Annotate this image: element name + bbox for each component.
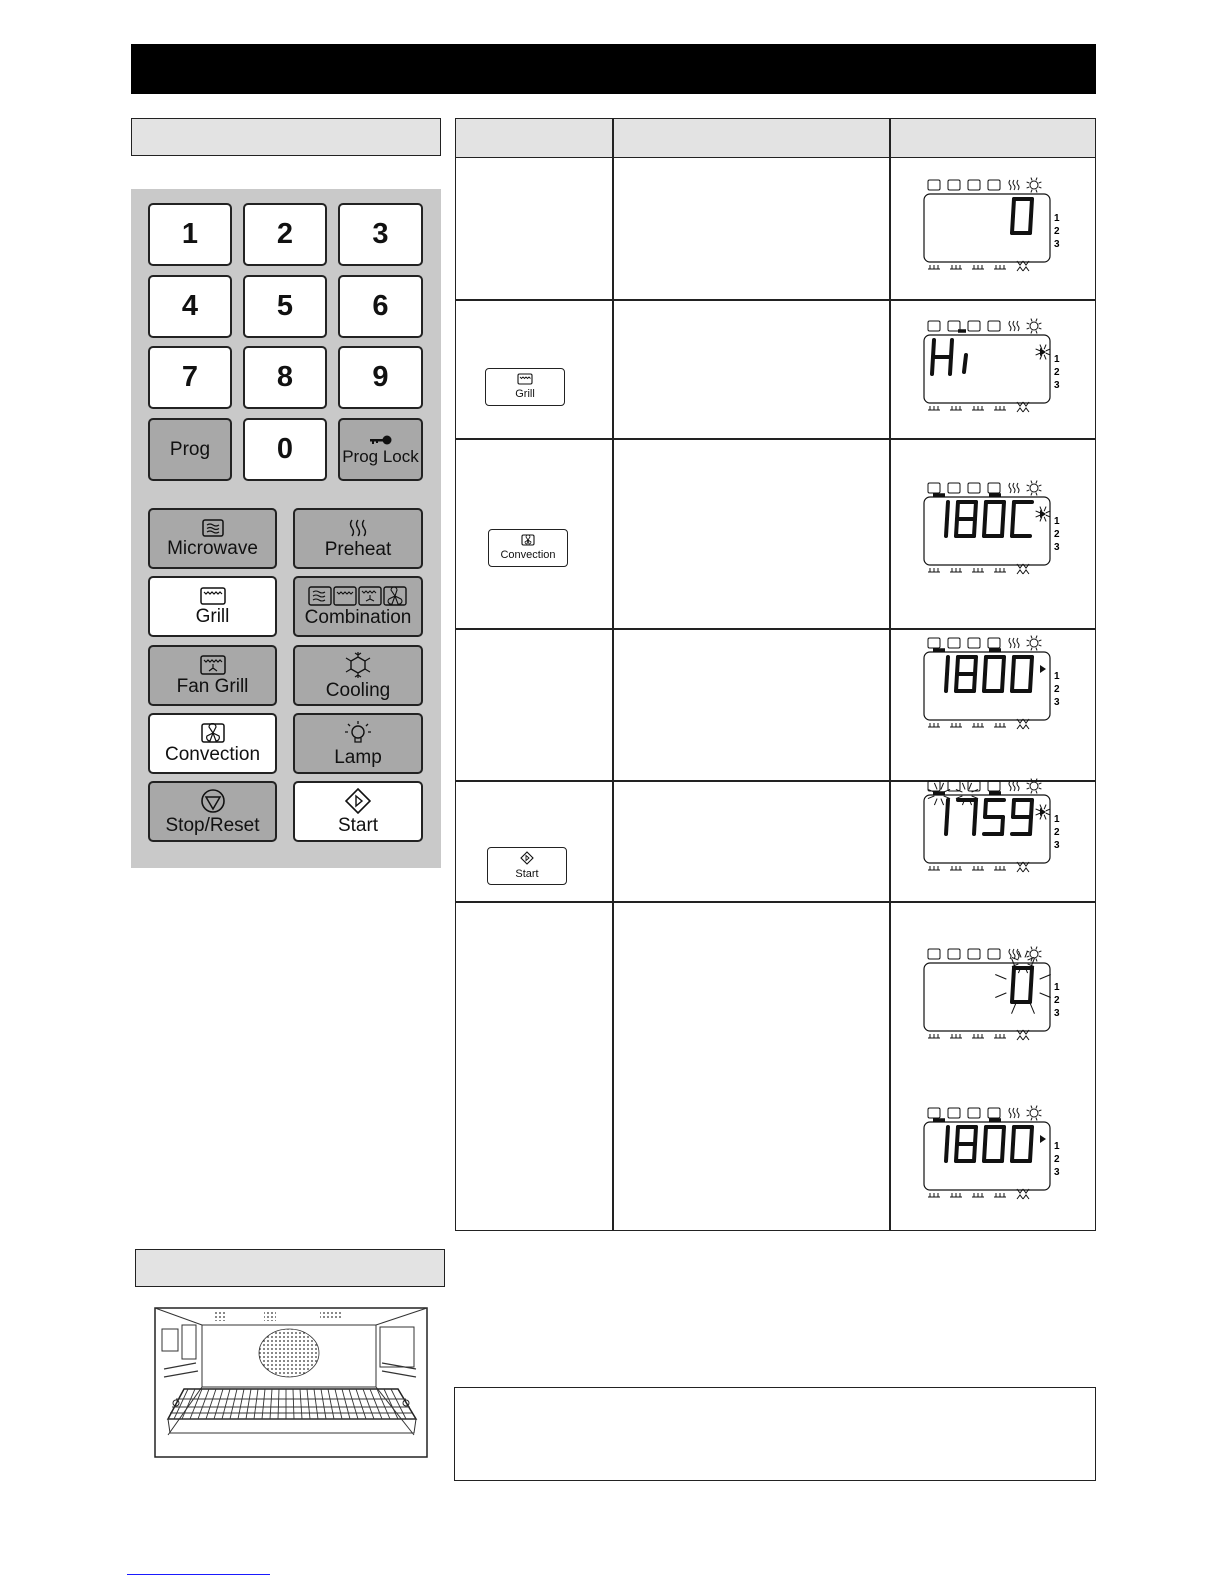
fan-icon: [201, 723, 225, 743]
key-8-button[interactable]: [243, 346, 327, 409]
lcd-level-icon: [994, 1193, 1006, 1197]
lcd-display: [920, 635, 1065, 737]
lcd-mode-icon: [928, 638, 940, 648]
footer-link[interactable]: [127, 1574, 270, 1575]
lcd-mode-icon: [1009, 638, 1019, 648]
grill-icon: [200, 587, 226, 605]
key-0-button[interactable]: [243, 418, 327, 481]
key-3-button[interactable]: [338, 203, 423, 266]
lcd-mode-icon: [928, 483, 940, 493]
cooling-label: Cooling: [325, 679, 391, 701]
lcd-level-icon: [928, 406, 940, 410]
lcd-level-icon: [972, 1034, 984, 1038]
lcd-mode-icon: [988, 321, 1000, 331]
lcd-level-number: 3: [1054, 1008, 1060, 1019]
column-divider: [612, 119, 614, 1230]
lcd-mode-icon: [948, 483, 960, 493]
lcd-level-icon: [972, 568, 984, 572]
table-header-procedure: [613, 119, 890, 158]
fan-icon: [521, 534, 535, 550]
lcd-level-number: 2: [1054, 684, 1060, 695]
lcd-level-icon: [928, 866, 940, 870]
lcd-mode-icon: [1009, 781, 1019, 791]
key-7-label: 7: [181, 361, 199, 393]
lcd-level-icon: [972, 1193, 984, 1197]
oven-interior-illustration: [154, 1307, 428, 1458]
lcd-level-number: 2: [1054, 1154, 1060, 1165]
lcd-mode-icon: [988, 483, 1000, 493]
lcd-display: [920, 946, 1065, 1048]
step-grill-key-label: Grill: [515, 388, 535, 400]
lcd-mode-icon: [988, 1108, 1000, 1118]
prog-lock-button[interactable]: [338, 418, 423, 481]
lcd-level-number: 1: [1054, 354, 1060, 365]
key-6-label: 6: [372, 290, 389, 322]
key-5-button[interactable]: [243, 275, 327, 338]
lamp-label: Lamp: [334, 746, 382, 768]
stop-reset-label: Stop/Reset: [165, 814, 260, 836]
lcd-mode-icon: [988, 781, 1000, 791]
lcd-level-icon: [950, 1193, 962, 1197]
column-divider: [889, 119, 891, 1230]
lcd-mode-icon: [988, 638, 1000, 648]
lcd-level-icon: [950, 1034, 962, 1038]
cooling-button[interactable]: [293, 645, 423, 706]
lcd-mode-icon: [1027, 178, 1042, 193]
key-icon: [368, 434, 394, 446]
microwave-button[interactable]: [148, 508, 277, 569]
lcd-level-number: 3: [1054, 380, 1060, 391]
lcd-level-icon: [994, 866, 1006, 870]
start-button[interactable]: [293, 781, 423, 842]
lcd-level-icon: [950, 265, 962, 269]
lcd-level-number: 1: [1054, 516, 1060, 527]
lcd-mode-icon: [1009, 321, 1019, 331]
lcd-mode-icon: [948, 180, 960, 190]
lcd-level-number: 1: [1054, 982, 1060, 993]
lcd-mode-icon: [928, 949, 940, 959]
lcd-level-icon: [994, 265, 1006, 269]
lcd-mode-icon: [968, 1108, 980, 1118]
lcd-display: [920, 778, 1065, 880]
lcd-mode-icon: [948, 949, 960, 959]
row-divider: [456, 438, 1095, 440]
start-icon: [345, 788, 371, 814]
lcd-level-icon: [994, 406, 1006, 410]
grill-button[interactable]: [148, 576, 277, 637]
lcd-level-number: 2: [1054, 367, 1060, 378]
key-3-label: 3: [372, 218, 389, 250]
lcd-display: [920, 318, 1065, 420]
lcd-level-number: 1: [1054, 1141, 1060, 1152]
combination-label: Combination: [304, 606, 412, 628]
row-divider: [456, 628, 1095, 630]
lcd-mode-icon: [928, 1108, 940, 1118]
control-panel-section-label: [131, 118, 441, 156]
lcd-level-number: 1: [1054, 814, 1060, 825]
lcd-mode-icon: [1027, 1106, 1042, 1121]
key-0-label: 0: [276, 433, 294, 465]
key-8-label: 8: [276, 361, 294, 393]
preheat-label: Preheat: [324, 538, 392, 560]
lcd-mode-icon: [1027, 779, 1042, 794]
lcd-level-number: 3: [1054, 239, 1060, 250]
lamp-icon: [343, 720, 373, 746]
lcd-display: [920, 1105, 1065, 1207]
lcd-screen: [924, 335, 1050, 403]
stop-reset-button[interactable]: [148, 781, 277, 842]
note-box: [454, 1387, 1096, 1481]
lcd-level-icon: [972, 406, 984, 410]
key-4-label: 4: [181, 290, 199, 322]
lcd-mode-icon: [1009, 1108, 1019, 1118]
microwave-icon: [202, 519, 224, 537]
key-1-label: 1: [181, 218, 199, 250]
lcd-level-icon: [950, 866, 962, 870]
lcd-display: [920, 480, 1065, 582]
lcd-level-number: 2: [1054, 995, 1060, 1006]
lcd-level-number: 2: [1054, 529, 1060, 540]
preheat-button[interactable]: [293, 508, 423, 569]
lcd-level-number: 3: [1054, 840, 1060, 851]
start-label: Start: [337, 814, 379, 836]
lamp-button[interactable]: [293, 713, 423, 774]
heat-waves-icon: [347, 518, 369, 538]
lcd-mode-icon: [968, 180, 980, 190]
oven-section-label: [135, 1249, 445, 1287]
lcd-level-icon: [928, 723, 940, 727]
lcd-mode-icon: [1009, 483, 1019, 493]
prog-lock-label: Prog Lock: [342, 446, 419, 466]
key-2-button[interactable]: [243, 203, 327, 266]
key-1-button[interactable]: [148, 203, 232, 266]
header-bar: [131, 44, 1096, 94]
lcd-level-icon: [994, 568, 1006, 572]
row-divider: [456, 299, 1095, 301]
lcd-level-number: 2: [1054, 226, 1060, 237]
lcd-level-number: 1: [1054, 213, 1060, 224]
lcd-level-icon: [928, 1193, 940, 1197]
step-grill-key[interactable]: [485, 368, 565, 406]
table-header-display: [890, 119, 1095, 158]
lcd-level-number: 2: [1054, 827, 1060, 838]
control-panel: [131, 189, 441, 868]
row-divider: [456, 901, 1095, 903]
lcd-mode-icon: [968, 638, 980, 648]
lcd-level-icon: [994, 1034, 1006, 1038]
start-icon: [520, 851, 534, 869]
key-9-label: 9: [372, 361, 389, 393]
lcd-mode-icon: [928, 321, 940, 331]
lcd-level-icon: [994, 723, 1006, 727]
fan-grill-icon: [200, 655, 226, 675]
lcd-level-number: 3: [1054, 697, 1060, 708]
key-5-label: 5: [276, 290, 294, 322]
lcd-level-icon: [972, 866, 984, 870]
lcd-level-icon: [928, 265, 940, 269]
lcd-mode-icon: [1009, 180, 1019, 190]
lcd-mode-icon: [968, 483, 980, 493]
snowflake-icon: [343, 651, 373, 679]
lcd-level-number: 3: [1054, 542, 1060, 553]
lcd-display: [920, 177, 1065, 279]
combination-icons: [308, 586, 408, 606]
lcd-mode-icon: [948, 638, 960, 648]
prog-button[interactable]: [148, 418, 232, 481]
key-4-button[interactable]: [148, 275, 232, 338]
lcd-mode-icon: [928, 180, 940, 190]
convection-button[interactable]: [148, 713, 277, 774]
lcd-level-icon: [950, 406, 962, 410]
lcd-mode-icon: [968, 321, 980, 331]
lcd-level-icon: [950, 568, 962, 572]
combination-button[interactable]: [293, 576, 423, 637]
lcd-level-number: 3: [1054, 1167, 1060, 1178]
lcd-mode-icon: [1009, 949, 1019, 959]
step-start-key[interactable]: [487, 847, 567, 885]
key-6-button[interactable]: [338, 275, 423, 338]
lcd-mode-icon: [948, 1108, 960, 1118]
lcd-mode-icon: [1027, 319, 1042, 334]
grill-label: Grill: [195, 605, 230, 627]
lcd-level-number: 1: [1054, 671, 1060, 682]
lcd-mode-icon: [928, 781, 940, 791]
procedure-table: [455, 118, 1096, 1231]
lcd-digit: [964, 355, 966, 372]
microwave-label: Microwave: [167, 537, 258, 559]
lcd-mode-icon: [1027, 481, 1042, 496]
key-2-label: 2: [276, 218, 294, 250]
key-9-button[interactable]: [338, 346, 423, 409]
stop-icon: [200, 788, 226, 814]
step-convection-key[interactable]: [488, 529, 568, 567]
lcd-level-icon: [972, 265, 984, 269]
table-header-step: [456, 119, 613, 158]
fan-grill-button[interactable]: [148, 645, 277, 706]
prog-label: Prog: [169, 438, 211, 460]
grill-icon: [517, 373, 533, 389]
lcd-mode-icon: [988, 180, 1000, 190]
lcd-level-icon: [928, 1034, 940, 1038]
lcd-level-icon: [950, 723, 962, 727]
key-7-button[interactable]: [148, 346, 232, 409]
fan-grill-label: Fan Grill: [176, 675, 249, 697]
convection-label: Convection: [164, 743, 261, 765]
lcd-mode-icon: [968, 949, 980, 959]
step-convection-key-label: Convection: [500, 549, 556, 561]
lcd-level-icon: [928, 568, 940, 572]
step-start-key-label: Start: [515, 868, 539, 880]
lcd-level-icon: [972, 723, 984, 727]
lcd-mode-icon: [988, 949, 1000, 959]
lcd-mode-icon: [1027, 636, 1042, 651]
